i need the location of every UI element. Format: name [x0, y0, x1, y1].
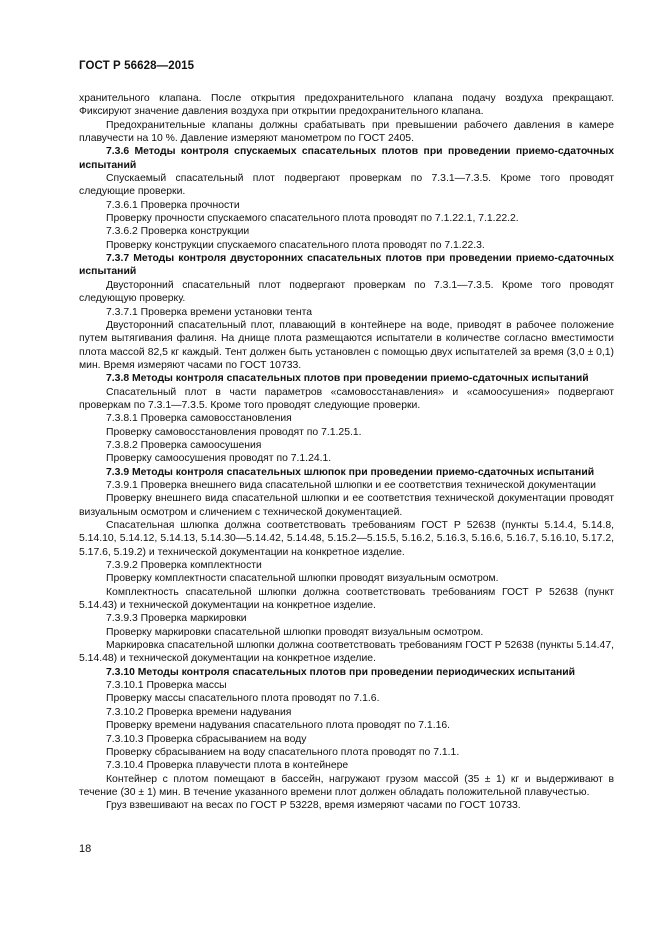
section-heading: 7.3.6 Методы контроля спускаемых спасательных плотов при проведении приемо-сдаточных испытаний — [79, 146, 614, 171]
paragraph: Спасательный плот в части параметров «самовосстанавления» и «самоосушения» подвергают проверкам по 7.3.1—7.3.5. Кроме того проводят следующие проверки. — [79, 386, 614, 411]
paragraph: Спасательная шлюпка должна соответствовать требованиям ГОСТ Р 52638 (пункты 5.14.4, 5.14.8, 5.14.10, 5.14.12, 5.14.13, 5.14.30—5.14.42, 5.14.48, 5.15.2—5.15.5, 5.16.2, 5.16.3, 5.16.6, 5.16.7, 5.16.10, 5.17.2, 5.17.6, 5.19.2) и технической документации на конкретное изделие. — [79, 520, 614, 558]
document-header: ГОСТ Р 56628—2015 — [79, 60, 195, 72]
subsection-heading: 7.3.6.1 Проверка прочности — [106, 199, 240, 211]
paragraph: Проверку конструкции спускаемого спасательного плота проводят по 7.1.22.3. — [106, 239, 485, 251]
subsection-heading: 7.3.7.1 Проверка времени установки тента — [106, 306, 313, 318]
subsection-heading: 7.3.8.1 Проверка самовосстановления — [106, 413, 292, 425]
paragraph: Проверку внешнего вида спасательной шлюпки и ее соответствия технической документации проводят визуальным осмотром и сличением с технической документацией. — [79, 493, 614, 518]
subsection-heading: 7.3.6.2 Проверка конструкции — [106, 226, 250, 238]
paragraph: Спускаемый спасательный плот подвергают проверкам по 7.3.1—7.3.5. Кроме того проводят следующие проверки. — [79, 173, 614, 198]
paragraph: хранительного клапана. После открытия предохранительного клапана подачу воздуха прекращают. Фиксируют значение давления воздуха при открытии предохранительного клапана. — [79, 93, 614, 118]
document-body — [79, 92, 614, 813]
paragraph: Двусторонний спасательный плот, плавающий в контейнере на воде, приводят в рабочее положение путем вытягивания фалиня. На днище плота размещаются испытатели в количестве согласно вместимости плота массой 82,5 кг каждый. Тент должен быть установлен с помощью двух испытателей за время (3,0 ± 0,1) мин. Время измеряют часами по ГОСТ 10733. — [79, 319, 614, 371]
section-heading: 7.3.9 Методы контроля спасательных шлюпок при проведении приемо-сдаточных испытаний — [106, 466, 595, 478]
subsection-heading: 7.3.9.2 Проверка комплектности — [106, 560, 262, 572]
section-heading: 7.3.10 Методы контроля спасательных плотов при проведении периодических испытаний — [106, 666, 576, 678]
page-number: 18 — [79, 843, 92, 855]
paragraph: Предохранительные клапаны должны срабатывать при превышении рабочего давления в камере плавучести на 10 %. Давление измеряют манометром по ГОСТ 2405. — [79, 119, 614, 145]
paragraph: Комплектность спасательной шлюпки должна соответствовать требованиям ГОСТ Р 52638 (пункт 5.14.43) и технической документации на конкретное изделие. — [79, 586, 614, 612]
subsection-heading: 7.3.10.2 Проверка времени надувания — [106, 706, 292, 718]
paragraph: Проверку времени надувания спасательного плота проводят по 7.1.16. — [106, 720, 451, 732]
paragraph: Проверку комплектности спасательной шлюпки проводят визуальным осмотром. — [106, 573, 499, 585]
paragraph: Груз взвешивают на весах по ГОСТ Р 53228, время измеряют часами по ГОСТ 10733. — [106, 800, 521, 812]
paragraph: Проверку самоосушения проводят по 7.1.24.1. — [106, 453, 332, 465]
subsection-heading: 7.3.10.1 Проверка массы — [106, 680, 227, 692]
subsection-heading: 7.3.10.3 Проверка сбрасыванием на воду — [106, 733, 307, 745]
paragraph: Проверку массы спасательного плота проводят по 7.1.6. — [106, 693, 380, 705]
paragraph: Проверку прочности спускаемого спасательного плота проводят по 7.1.22.1, 7.1.22.2. — [106, 213, 519, 225]
paragraph: Маркировка спасательной шлюпки должна соответствовать требованиям ГОСТ Р 52638 (пункты 5.14.47, 5.14.48) и технической документации на конкретное изделие. — [79, 640, 614, 665]
section-heading: 7.3.7 Методы контроля двусторонних спасательных плотов при проведении приемо-сдаточных испытаний — [79, 253, 614, 278]
subsection-heading: 7.3.9.3 Проверка маркировки — [106, 613, 247, 625]
paragraph: Проверку самовосстановления проводят по 7.1.25.1. — [106, 426, 362, 438]
subsection-heading: 7.3.8.2 Проверка самоосушения — [106, 439, 262, 451]
paragraph: Двусторонний спасательный плот подвергают проверкам по 7.3.1—7.3.5. Кроме того проводят следующую проверку. — [79, 279, 614, 305]
subsection-heading: 7.3.10.4 Проверка плавучести плота в контейнере — [106, 760, 349, 772]
paragraph: Проверку маркировки спасательной шлюпки проводят визуальным осмотром. — [106, 626, 484, 638]
subsection-heading: 7.3.9.1 Проверка внешнего вида спасательной шлюпки и ее соответствия технической документации — [106, 479, 596, 491]
section-heading: 7.3.8 Методы контроля спасательных плотов при проведении приемо-сдаточных испытаний — [106, 373, 589, 385]
paragraph: Контейнер с плотом помещают в бассейн, нагружают грузом массой (35 ± 1) кг и выдерживают в течение (30 ± 1) мин. В течение указанного времени плот должен обладать положительной плавучестью. — [79, 773, 614, 798]
paragraph: Проверку сбрасыванием на воду спасательного плота проводят по 7.1.1. — [106, 746, 460, 758]
